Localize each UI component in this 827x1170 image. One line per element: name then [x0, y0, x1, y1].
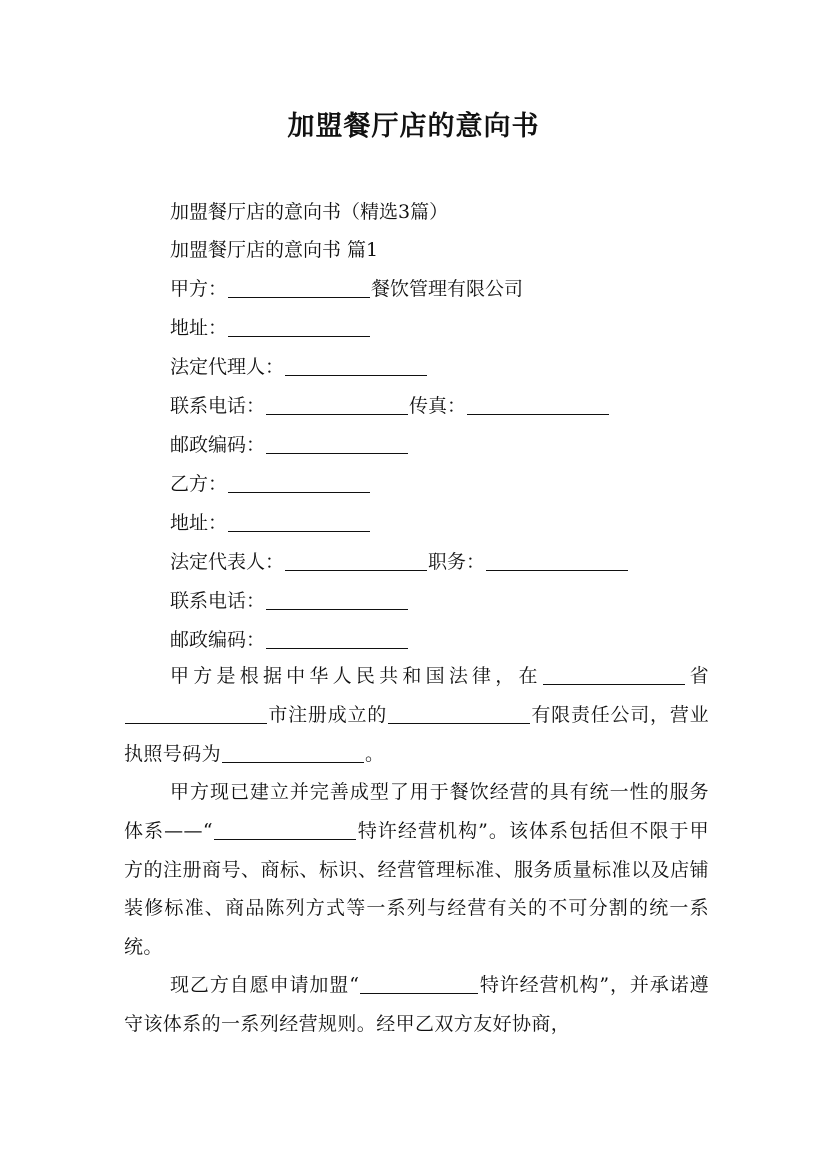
- blank-field: [486, 552, 628, 571]
- postcode-a-label: 邮政编码：: [170, 434, 266, 456]
- postcode-a-line: [170, 433, 409, 457]
- legal-rep-line: [170, 550, 629, 574]
- blank-field: [467, 396, 609, 415]
- paragraph-text: 特许经营机构”，并承诺遵守该体系的一系列经营规则。经甲乙双方友好协商，: [124, 974, 709, 1035]
- address-a-label: 地址：: [170, 317, 228, 339]
- blank-field: [214, 821, 356, 840]
- fax-label: 传真：: [409, 395, 467, 417]
- address-b-line: [170, 511, 371, 535]
- party-b-line: [170, 472, 371, 496]
- blank-field: [266, 435, 408, 454]
- legal-agent-label: 法定代理人：: [170, 356, 285, 378]
- phone-fax-line: [170, 394, 610, 418]
- paragraph-text: 甲方是根据中华人民共和国法律，在: [170, 665, 542, 687]
- postcode-b-line: [170, 628, 409, 652]
- blank-field: [285, 357, 427, 376]
- blank-field: [228, 279, 370, 298]
- paragraph-text: 甲方现已建立并完善成型了用于餐饮经营的具有统一性的服务体系——“: [124, 781, 709, 842]
- address-b-label: 地址：: [170, 512, 228, 534]
- phone-a-label: 联系电话：: [170, 395, 266, 417]
- paragraph-text: 省: [685, 665, 710, 687]
- blank-field: [125, 705, 267, 724]
- blank-field: [360, 975, 478, 994]
- blank-field: [543, 666, 685, 685]
- blank-field: [222, 744, 364, 763]
- paragraph-text: 市注册成立的: [268, 703, 388, 726]
- section-heading: 加盟餐厅店的意向书 篇1: [170, 239, 379, 261]
- blank-field: [266, 396, 408, 415]
- blank-field: [266, 630, 408, 649]
- blank-field: [285, 552, 427, 571]
- paragraph-text: 现乙方自愿申请加盟“: [170, 974, 360, 996]
- party-a-suffix: 餐饮管理有限公司: [371, 278, 524, 300]
- party-a-line: [170, 277, 523, 301]
- blank-field: [228, 474, 370, 493]
- paragraph-application: [124, 966, 709, 1044]
- party-a-label: 甲方：: [170, 278, 228, 300]
- paragraph-registration: [124, 657, 709, 773]
- legal-rep-label: 法定代表人：: [170, 551, 285, 573]
- blank-field: [228, 318, 370, 337]
- blank-field: [228, 513, 370, 532]
- subtitle: 加盟餐厅店的意向书（精选3篇）: [170, 201, 449, 223]
- party-b-label: 乙方：: [170, 473, 228, 495]
- blank-field: [388, 705, 530, 724]
- paragraph-text: 特许经营机构”。该体系包括但不限于甲方的注册商号、商标、标识、经营管理标准、服务质量标准以及店铺装修标准、商品陈列方式等一系列与经营有关的不可分割的统一系统。: [124, 819, 710, 959]
- legal-agent-line: [170, 355, 428, 379]
- blank-field: [266, 591, 408, 610]
- paragraph-text: 有限责任公司，营业执照号码为: [124, 703, 709, 765]
- paragraph-service-system: [124, 773, 709, 967]
- paragraph-text: 。: [365, 742, 385, 765]
- postcode-b-label: 邮政编码：: [170, 629, 266, 651]
- address-a-line: [170, 316, 371, 340]
- document-title: 加盟餐厅店的意向书: [287, 111, 540, 142]
- phone-b-line: [170, 589, 409, 613]
- phone-b-label: 联系电话：: [170, 590, 266, 612]
- position-label: 职务：: [428, 551, 486, 573]
